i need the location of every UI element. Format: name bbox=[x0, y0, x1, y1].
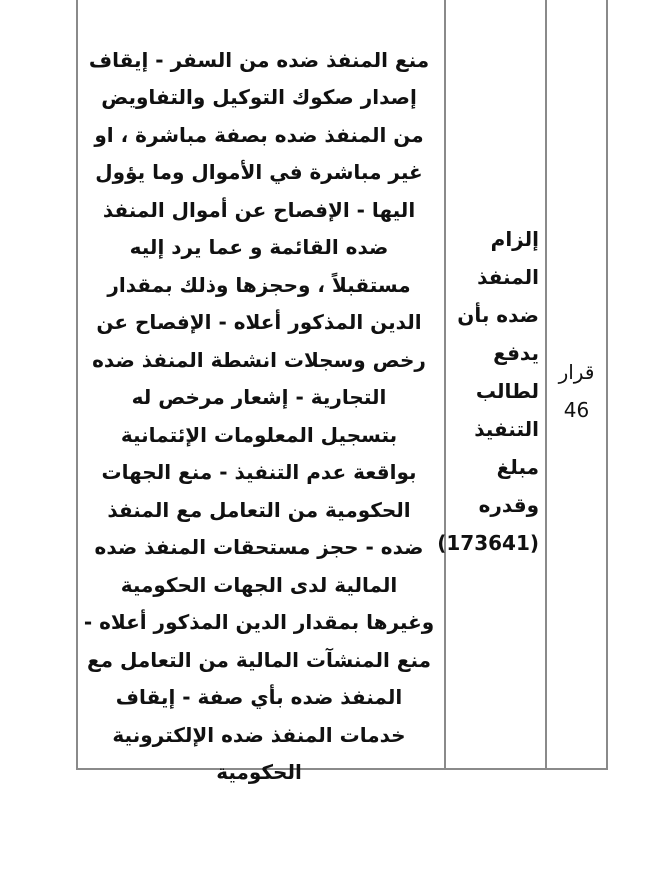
measures-cell bbox=[78, 0, 444, 784]
obligation-cell bbox=[437, 0, 545, 768]
decision-number-cell bbox=[547, 0, 606, 768]
decision-label: قرار bbox=[558, 360, 595, 384]
decision-table bbox=[76, 0, 608, 784]
measures-text: منع المنفذ ضده من السفر - إيقاف إصدار صكوك التوكيل والتفاويض من المنفذ ضده بصفة مباشرة ، او غير مباشرة في الأموال وما يؤول اليها - الإفصاح عن أموال المنفذ ضده القائمة و عما يرد إليه مستقبلاً ، وحجزها وذلك بمقدار الدين المذكور أعلاه - الإفصاح عن رخص وسجلات انشطة المنفذ ضده التجارية - إشعار مرخص له بتسجيل المعلومات الإئتمانية بواقعة عدم التنفيذ - منع الجهات الحكومية من التعامل مع المنفذ ضده - حجز مستحقات المنفذ ضده المالية لدى الجهات الحكومية وغيرها بمقدار الدين المذكور أعلاه - منع المنشآت المالية من التعامل مع المنفذ ضده بأي صفة - إيقاف خدمات المنفذ ضده الإلكترونية الحكومية bbox=[83, 47, 435, 784]
decision-number: 46 bbox=[563, 398, 590, 422]
table-row bbox=[78, 0, 606, 784]
obligation-text: إلزام المنفذ ضده بأن يدفع لطالب التنفيذ مبلغ وقدره (173641) bbox=[437, 227, 539, 555]
